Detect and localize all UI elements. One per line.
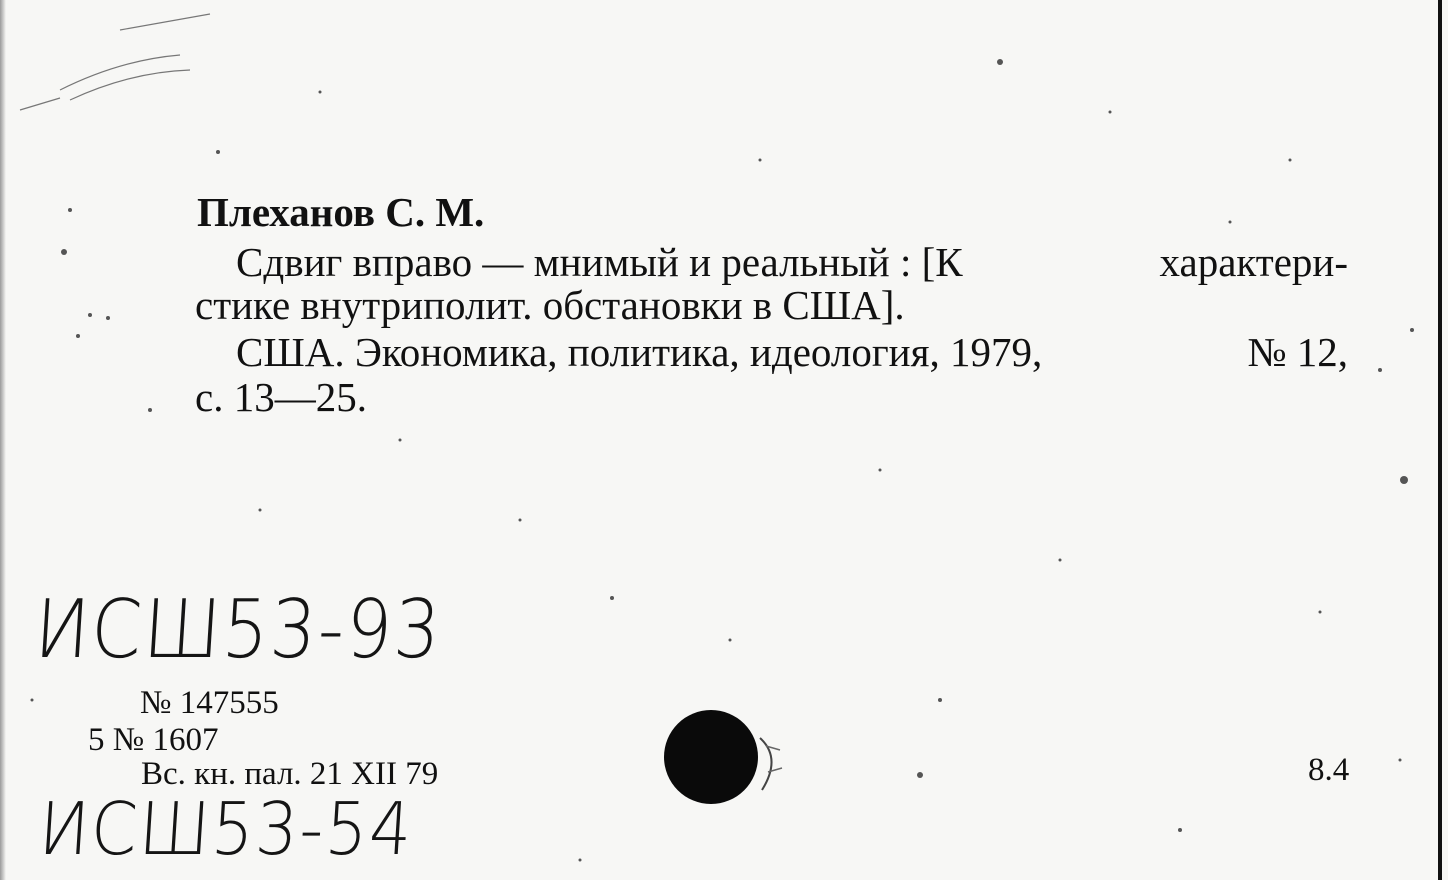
title-line-1-right: характери- [1159, 239, 1348, 285]
classification-code: 8.4 [1308, 752, 1350, 788]
author-heading: Плеханов С. М. [197, 189, 485, 235]
source-line-1 [236, 328, 1348, 376]
accession-number: № 147555 [140, 685, 279, 721]
source-line-2: с. 13—25. [195, 374, 367, 420]
punch-hole [664, 710, 758, 804]
source-line-1-left: США. Экономика, политика, идеология, 1979, [236, 329, 1043, 375]
card-right-edge [1438, 0, 1442, 880]
punch-hole-rim [752, 728, 792, 798]
chamber-date-line: Вс. кн. пал. 21 XII 79 [141, 756, 439, 792]
handwritten-shelfmark-bottom: ИСШ53-54 [36, 787, 417, 872]
handwritten-shelfmark-top: ИСШ53-93 [32, 582, 445, 677]
source-line-1-right: № 12, [1247, 329, 1348, 375]
title-line-1-left: Сдвиг вправо — мнимый и реальный : [К [236, 239, 963, 285]
sub-number: 5 № 1607 [88, 722, 219, 758]
title-line-2: стике внутриполит. обстановки в США]. [195, 282, 905, 328]
card-left-edge-shadow [0, 0, 6, 880]
title-line-1 [236, 238, 1348, 286]
